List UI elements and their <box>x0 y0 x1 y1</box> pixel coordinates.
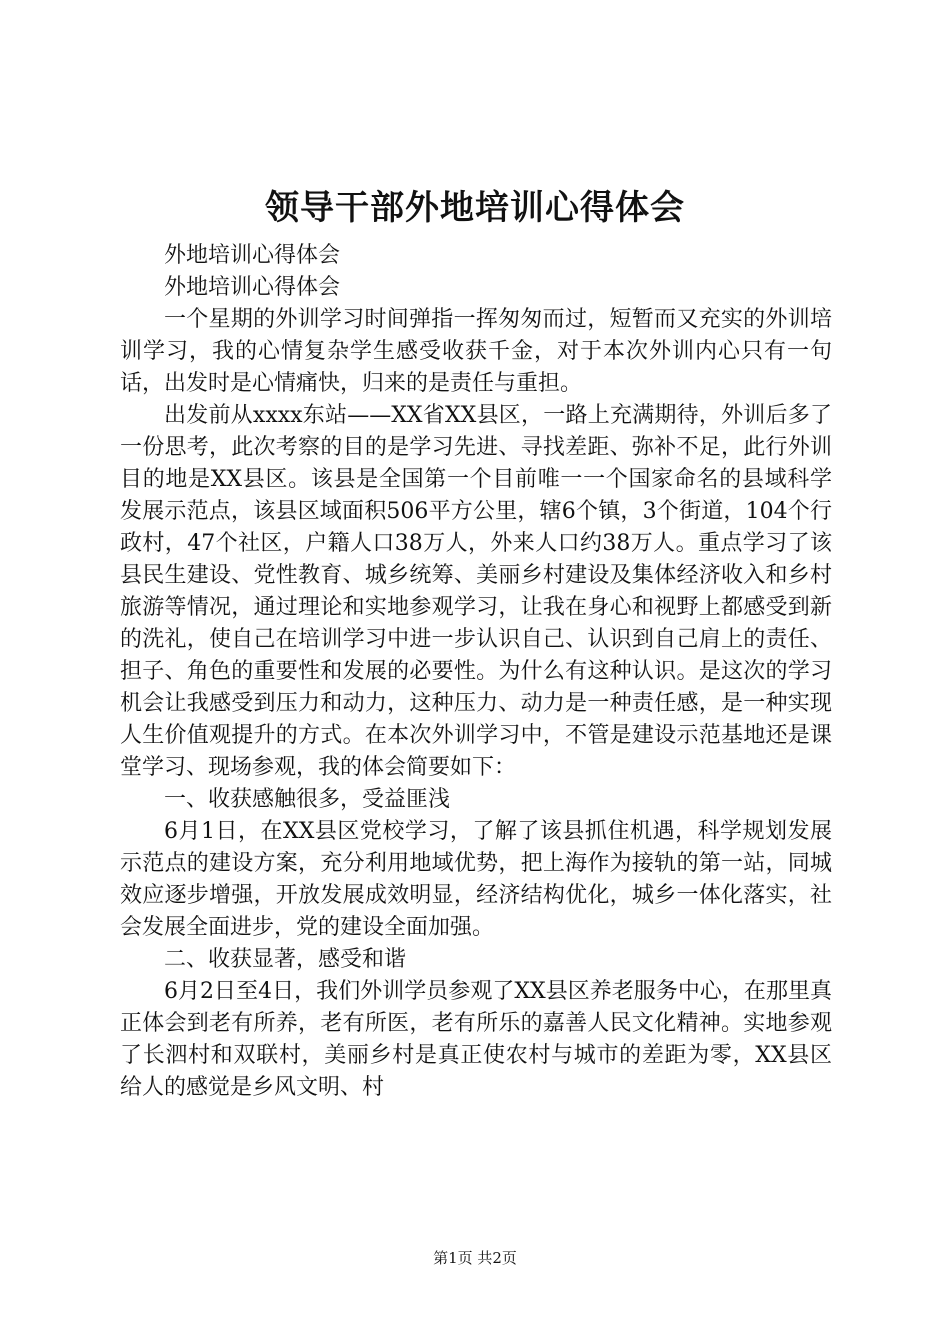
section-heading: 二、收获显著，感受和谐 <box>164 947 407 972</box>
paragraph: 外地培训心得体会 <box>164 243 341 268</box>
document-body <box>120 240 832 1104</box>
page-number-footer: 第1页 共2页 <box>433 1249 517 1267</box>
paragraph: 出发前从xxxx东站——XX省XX县区，一路上充满期待，外训后多了一份思考，此次考察的目的是学习先进、寻找差距、弥补不足，此行外训目的地是XX县区。该县是全国第一个目前唯一一个国家命名的县域科学发展示范点，该县区域面积506平方公里，辖6个镇，3个街道，104个行政村，47个社区，户籍人口38万人，外来人口约38万人。重点学习了该县民生建设、党性教育、城乡统筹、美丽乡村建设及集体经济收入和乡村旅游等情况，通过理论和实地参观学习，让我在身心和视野上都感受到新的洗礼，使自己在培训学习中进一步认识自己、认识到自己肩上的责任、担子、角色的重要性和发展的必要性。为什么有这种认识。是这次的学习机会让我感受到压力和动力，这种压力、动力是一种责任感，是一种实现人生价值观提升的方式。在本次外训学习中，不管是建设示范基地还是课堂学习、现场参观，我的体会简要如下： <box>120 403 832 780</box>
section-heading: 一、收获感触很多，受益匪浅 <box>164 787 451 812</box>
paragraph: 6月2日至4日，我们外训学员参观了XX县区养老服务中心，在那里真正体会到老有所养，老有所医，老有所乐的嘉善人民文化精神。实地参观了长泗村和双联村，美丽乡村是真正使农村与城市的差距为零，XX县区给人的感觉是乡风文明、村 <box>120 979 832 1100</box>
paragraph: 外地培训心得体会 <box>164 275 341 300</box>
document-title: 领导干部外地培训心得体会 <box>265 188 685 228</box>
paragraph: 6月1日，在XX县区党校学习，了解了该县抓住机遇，科学规划发展示范点的建设方案，充分利用地域优势，把上海作为接轨的第一站，同城效应逐步增强，开放发展成效明显，经济结构优化，城乡一体化落实，社会发展全面进步，党的建设全面加强。 <box>120 819 832 940</box>
paragraph: 一个星期的外训学习时间弹指一挥匆匆而过，短暂而又充实的外训培训学习，我的心情复杂学生感受收获千金，对于本次外训内心只有一句话，出发时是心情痛快，归来的是责任与重担。 <box>120 307 832 396</box>
